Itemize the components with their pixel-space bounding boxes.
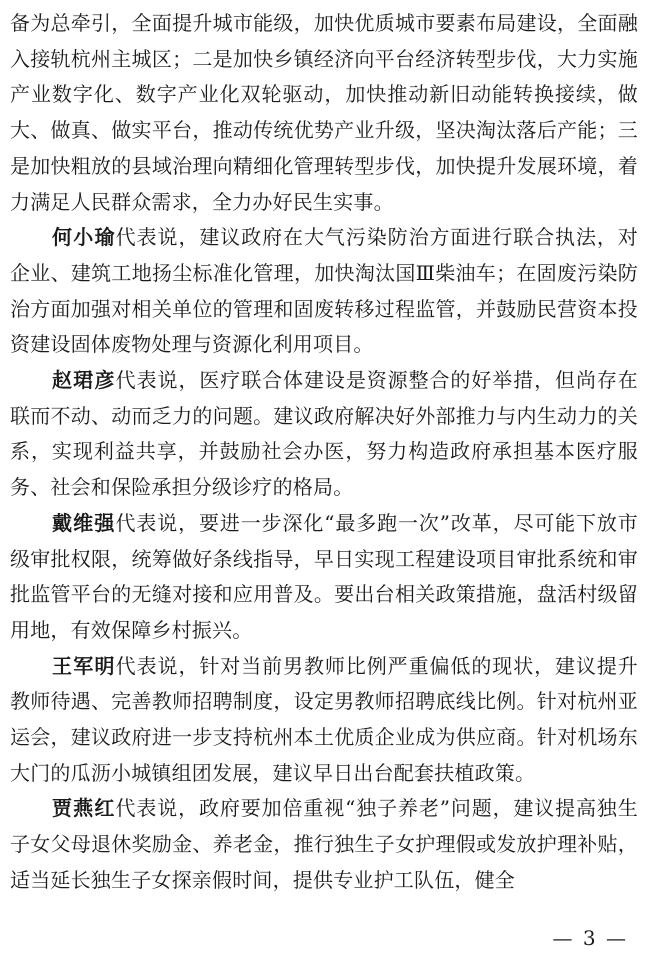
document-page: [10, 6, 638, 899]
speaker-name: 赵珺彦: [52, 368, 116, 393]
paragraph-zhao-junyan: [10, 363, 638, 506]
speaker-name: 贾燕红: [52, 796, 116, 821]
paragraph-text: 代表说，要进一步深化“最多跑一次”改革，尽可能下放市级审批权限，统筹做好条线指导，早日实现工程建设项目审批系统和审批监管平台的无缝对接和应用普及。要出台相关政策措施，盘活村级留用地，有效保障乡村振兴。: [10, 510, 639, 642]
paragraph-he-xiaoyu: [10, 220, 638, 363]
speaker-name: 何小瑜: [52, 225, 116, 250]
paragraph-text: 代表说，建议政府在大气污染防治方面进行联合执法，对企业、建筑工地扬尘标准化管理，加快淘汰国Ⅲ柴油车；在固废污染防治方面加强对相关单位的管理和固废转移过程监管，并鼓励民营资本投资建设固体废物处理与资源化利用项目。: [10, 225, 639, 357]
speaker-name: 戴维强: [52, 510, 116, 535]
paragraph-text: 代表说，针对当前男教师比例严重偏低的现状，建议提升教师待遇、完善教师招聘制度，设定男教师招聘底线比例。针对杭州亚运会，建议政府进一步支持杭州本土优质企业成为供应商。针对机场东大门的瓜沥小城镇组团发展，建议早日出台配套扶植政策。: [10, 653, 639, 785]
opening-paragraph: 备为总牵引，全面提升城市能级，加快优质城市要素布局建设，全面融入接轨杭州主城区；二是加快乡镇经济向平台经济转型步伐，大力实施产业数字化、数字产业化双轮驱动，加快推动新旧动能转换接续，做大、做真、做实平台，推动传统优势产业升级，坚决淘汰落后产能；三是加快粗放的县域治理向精细化管理转型步伐，加快提升发展环境，着力满足人民群众需求，全力办好民生实事。: [10, 11, 638, 214]
paragraph-text: 代表说，政府要加倍重视“独子养老”问题，建议提高独生子女父母退休奖励金、养老金，推行独生子女护理假或发放护理补贴，适当延长独生子女探亲假时间，提供专业护工队伍，健全: [10, 796, 639, 892]
page-number: — 3 —: [552, 926, 628, 950]
paragraph-jia-yanhong: [10, 791, 638, 898]
paragraph-text: 代表说，医疗联合体建设是资源整合的好举措，但尚存在联而不动、动而乏力的问题。建议政府解决好外部推力与内生动力的关系，实现利益共享，并鼓励社会办医，努力构造政府承担基本医疗服务、社会和保险承担分级诊疗的格局。: [10, 368, 639, 500]
paragraph-dai-weiqiang: [10, 506, 638, 649]
speaker-name: 王军明: [52, 653, 116, 678]
paragraph-wang-junming: [10, 649, 638, 792]
